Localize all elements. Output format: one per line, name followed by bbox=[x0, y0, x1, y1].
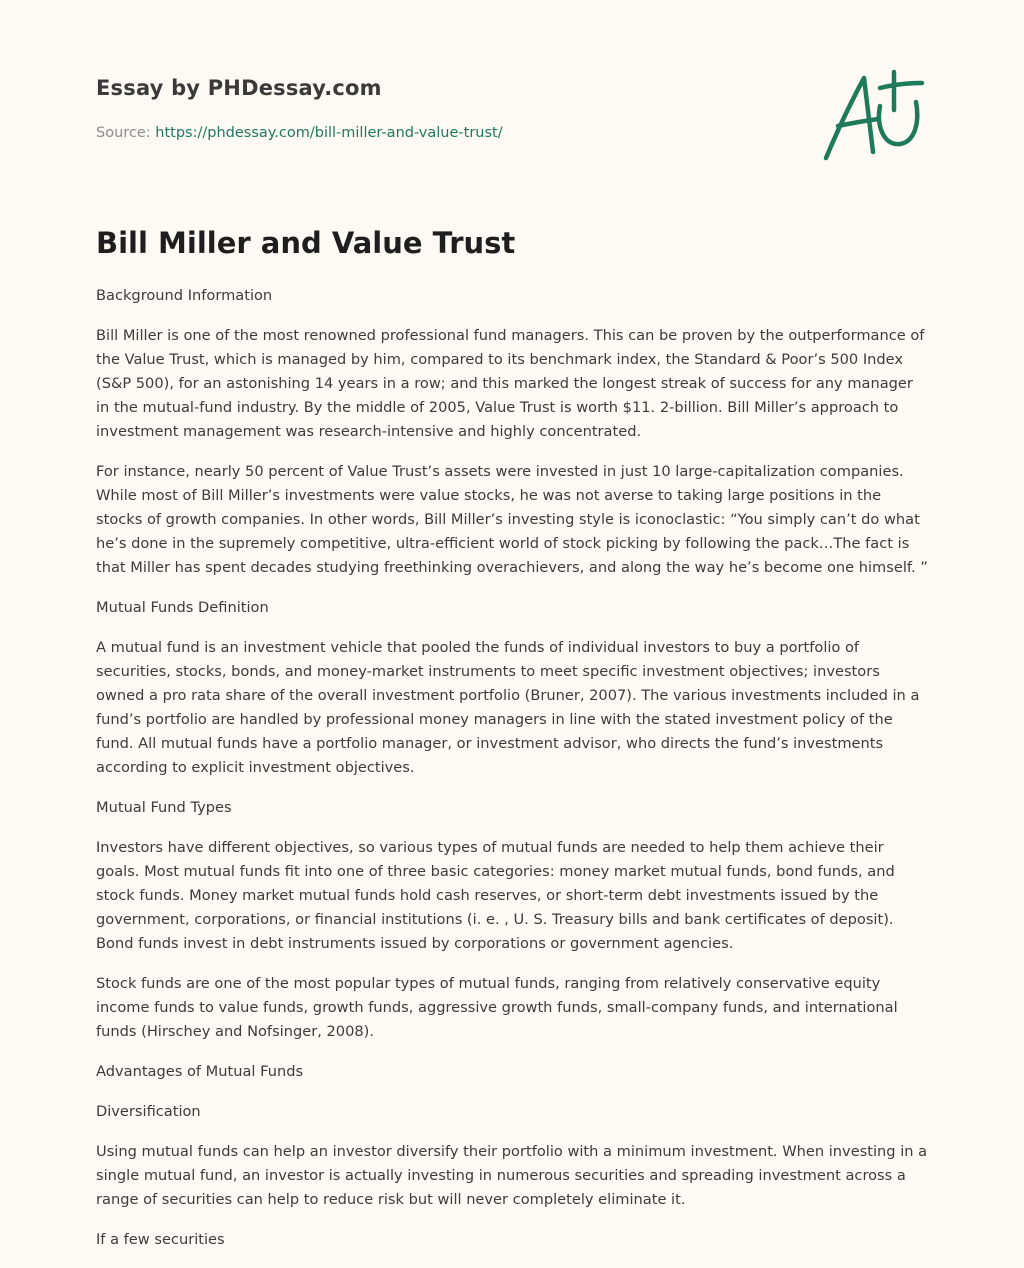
paragraph: Bill Miller is one of the most renowned professional fund managers. This can be proven by the outperformance of the Value Trust, which is managed by him, compared to its benchmark index, the Standard & Poor’s 500 Index (S&P 500), for an astonishing 14 years in a row; and this marked the longest streak of success for any manager in the mutual-fund industry. By the middle of 2005, Value Trust is worth $11. 2-billion. Bill Miller’s approach to investment management was research-intensive and highly concentrated. bbox=[96, 327, 925, 440]
section-heading-advantages: Advantages of Mutual Funds bbox=[96, 1063, 304, 1080]
section-heading-diversification: Diversification bbox=[96, 1103, 201, 1120]
paragraph-truncated: If a few securities bbox=[96, 1231, 225, 1248]
section-heading-background: Background Information bbox=[96, 287, 273, 304]
section-heading-types: Mutual Fund Types bbox=[96, 799, 232, 816]
paragraph: Investors have different objectives, so various types of mutual funds are needed to help them achieve their goals. Most mutual funds fit into one of three basic categories: money market mutual funds, bond funds, and stock funds. Money market mutual funds hold cash reserves, or short-term debt investments issued by the government, corporations, or financial institutions (i. e. , U. S. Treasury bills and bank certificates of deposit). Bond funds invest in debt instruments issued by corporations or government agencies. bbox=[96, 839, 895, 952]
paragraph: Stock funds are one of the most popular types of mutual funds, ranging from relatively conservative equity income funds to value funds, growth funds, aggressive growth funds, small-company funds, and international funds (Hirschey and Nofsinger, 2008). bbox=[96, 975, 898, 1040]
section-heading-definition: Mutual Funds Definition bbox=[96, 599, 269, 616]
source-line bbox=[96, 125, 503, 141]
essay-body bbox=[96, 284, 928, 1268]
a-plus-logo-icon bbox=[818, 66, 928, 166]
paragraph: For instance, nearly 50 percent of Value Trust’s assets were invested in just 10 large-capitalization companies. While most of Bill Miller’s investments were value stocks, he was not averse to taking large positions in the stocks of growth companies. In other words, Bill Miller’s investing style is iconoclastic: “You simply can’t do what he’s done in the supremely competitive, ultra-efficient world of stock picking by following the pack…The fact is that Miller has spent decades studying freethinking overachievers, and along the way he’s become one himself. ” bbox=[96, 463, 928, 576]
source-link[interactable]: https://phdessay.com/bill-miller-and-value-trust/ bbox=[155, 125, 503, 141]
essay-title: Bill Miller and Value Trust bbox=[96, 226, 516, 260]
site-title: Essay by PHDessay.com bbox=[96, 76, 382, 100]
source-label: Source: bbox=[96, 125, 156, 141]
paragraph: Using mutual funds can help an investor diversify their portfolio with a minimum investment. When investing in a single mutual fund, an investor is actually investing in numerous securities and spreading investment across a range of securities can help to reduce risk but will never completely eliminate it. bbox=[96, 1143, 928, 1208]
paragraph: A mutual fund is an investment vehicle that pooled the funds of individual investors to buy a portfolio of securities, stocks, bonds, and money-market instruments to meet specific investment objectives; investors owned a pro rata share of the overall investment portfolio (Bruner, 2007). The various investments included in a fund’s portfolio are handled by professional money managers in line with the stated investment policy of the fund. All mutual funds have a portfolio manager, or investment advisor, who directs the fund’s investments according to explicit investment objectives. bbox=[96, 639, 920, 776]
